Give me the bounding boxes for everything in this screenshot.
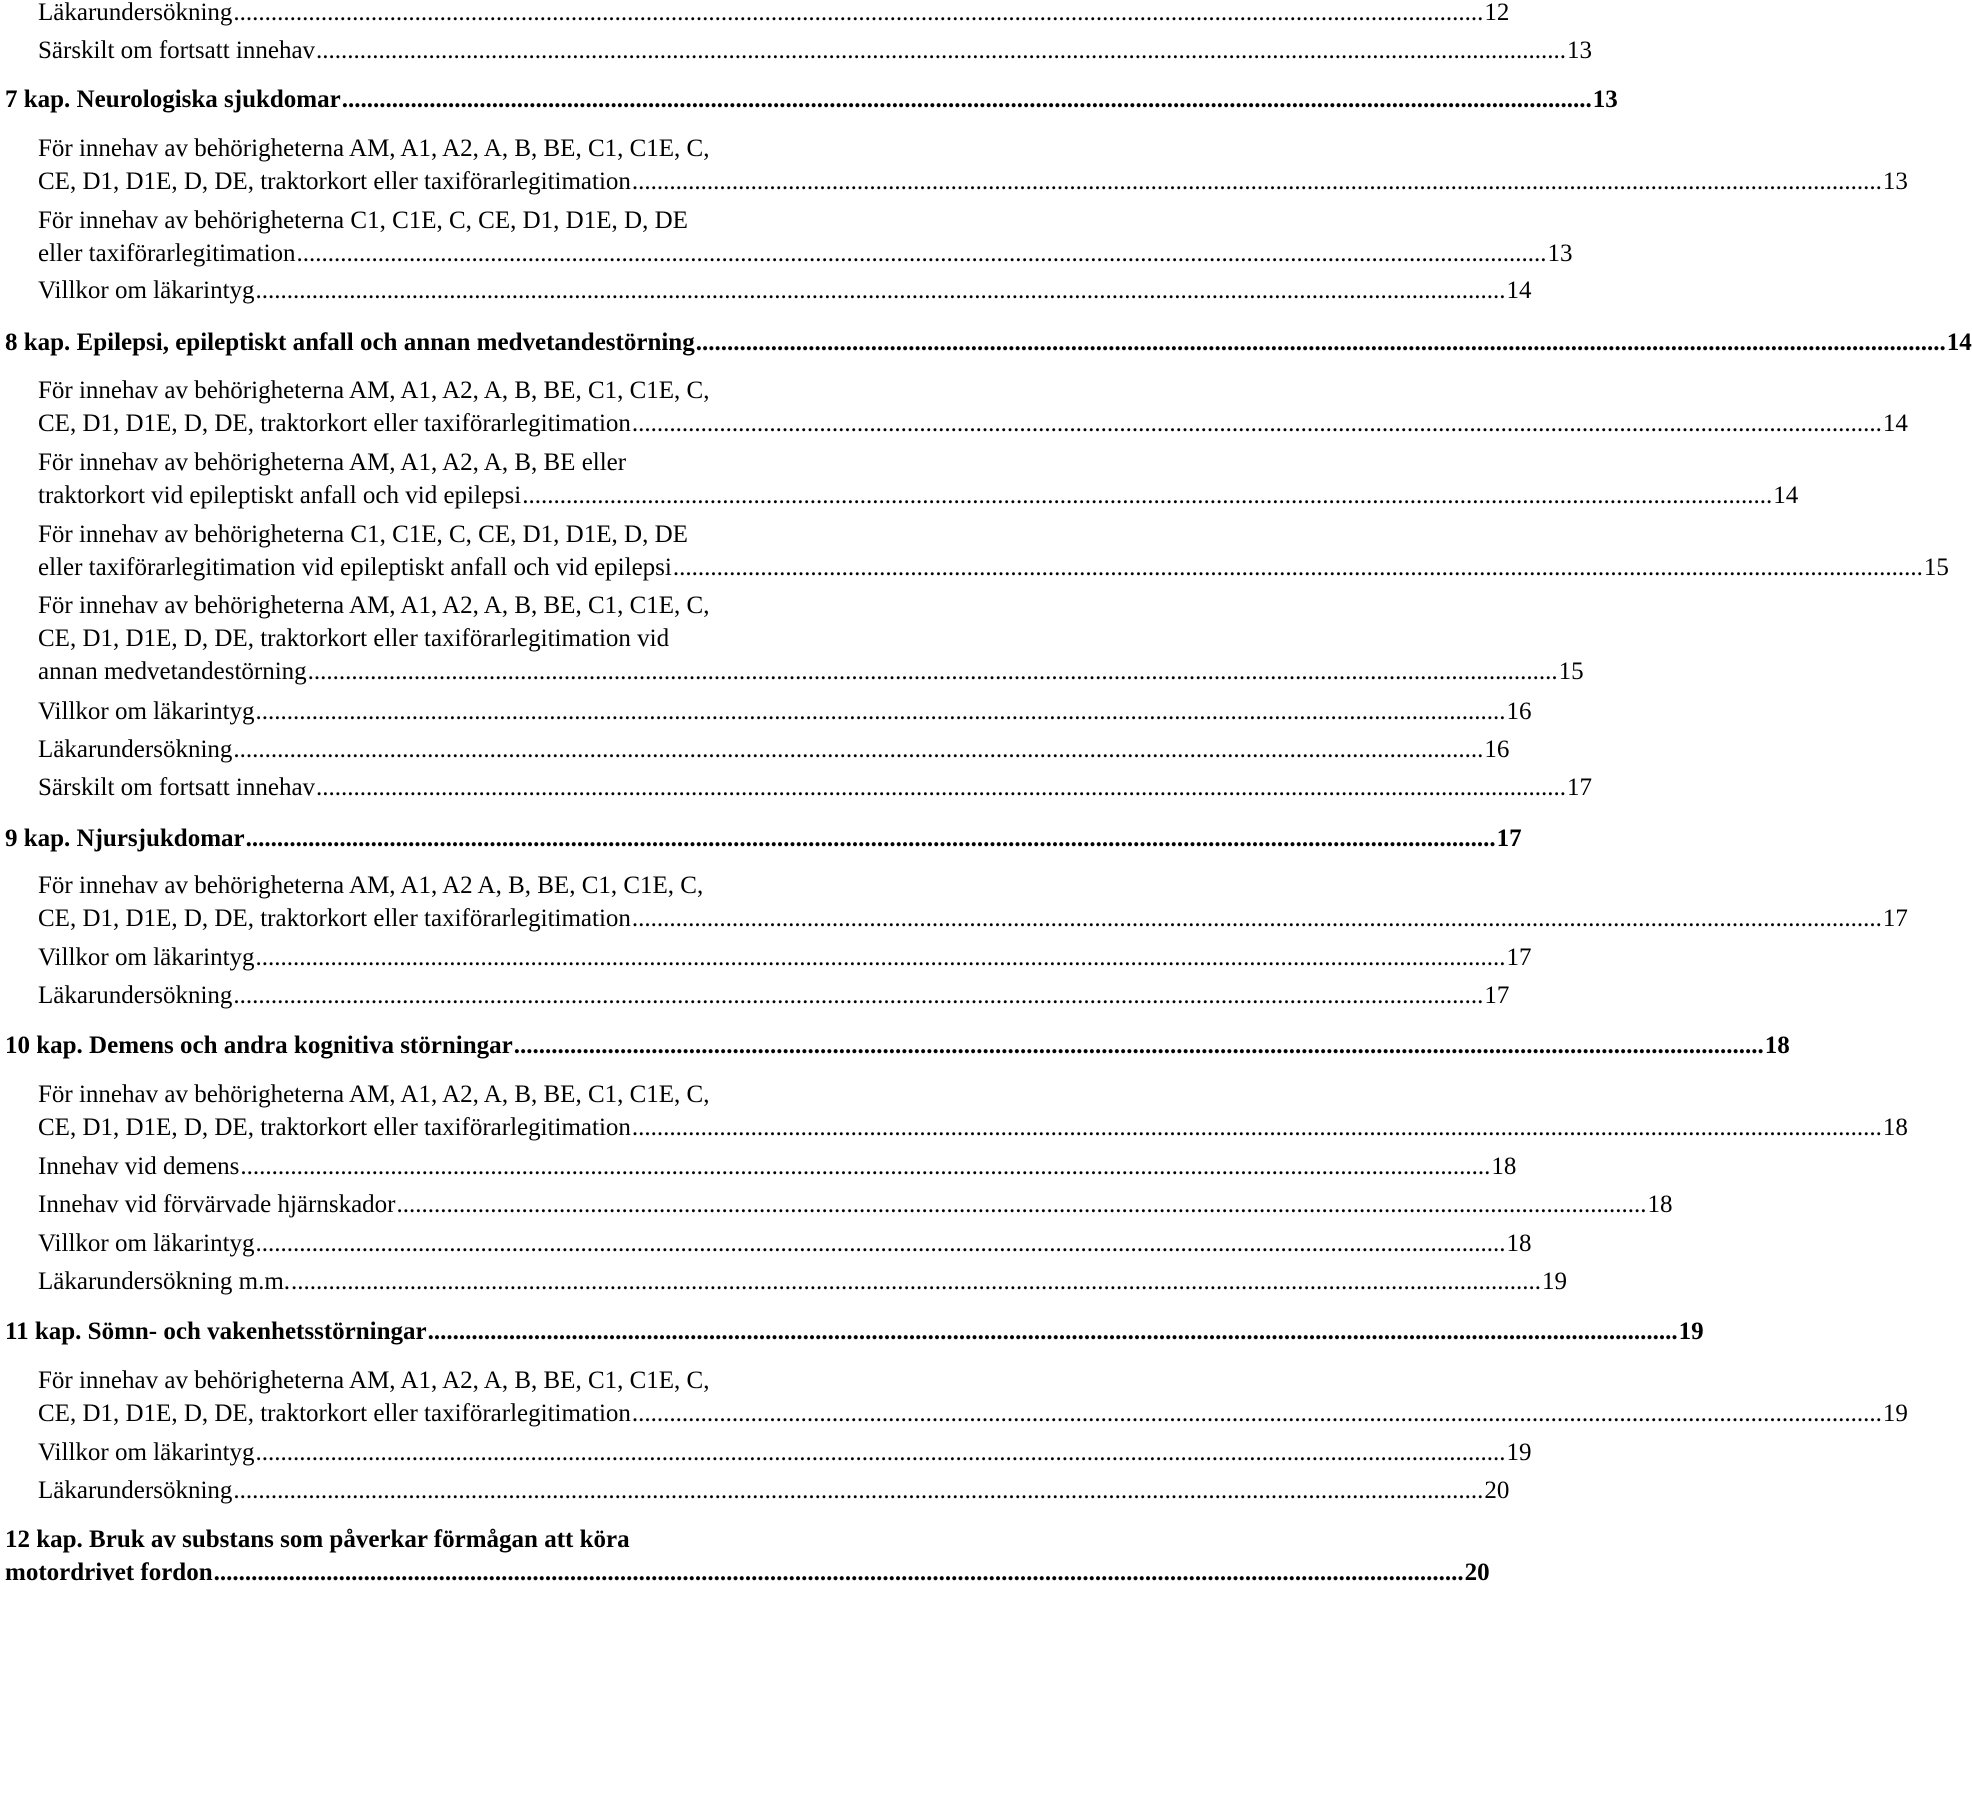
dot-leader: ........................................................................................................................................................................................................ [233,982,1484,1009]
dot-leader: ........................................................................................................................................................................................................ [233,0,1484,26]
dot-leader: ........................................................................................................................................................................................................ [213,1559,1464,1586]
dot-leader: ........................................................................................................................................................................................................ [240,1153,1491,1180]
toc-entry[interactable] [38,1078,1908,1144]
toc-page-number: 17 [1496,825,1522,852]
toc-page-number: 18 [1764,1032,1790,1059]
dot-leader: ........................................................................................................................................................................................................ [341,86,1592,113]
toc-entry-title-line: Villkor om läkarintyg [38,944,255,971]
dot-leader: ........................................................................................................................................................................................................ [522,482,1773,509]
toc-page-number: 15 [1923,554,1949,581]
toc-entry-title-line: För innehav av behörigheterna AM, A1, A2 A, B, BE, C1, C1E, C, [38,872,704,899]
dot-leader: ........................................................................................................................................................................................................ [255,944,1506,971]
dot-leader: ........................................................................................................................................................................................................ [233,1477,1484,1504]
toc-entry[interactable] [38,1227,1532,1260]
toc-entry[interactable] [38,1474,1510,1507]
toc-entry-title-line: CE, D1, D1E, D, DE, traktorkort eller taxiförarlegitimation [38,1114,631,1141]
dot-leader: ........................................................................................................................................................................................................ [427,1318,1678,1345]
toc-page-number: 14 [1946,329,1972,356]
toc-page-number: 19 [1542,1268,1568,1295]
toc-entry[interactable] [38,695,1532,728]
toc-entry-title-line: CE, D1, D1E, D, DE, traktorkort eller taxiförarlegitimation [38,410,631,437]
dot-leader: ........................................................................................................................................................................................................ [631,1114,1882,1141]
toc-entry[interactable] [38,1265,1568,1298]
toc-entry[interactable] [38,1150,1517,1183]
toc-entry-title-line: annan medvetandestörning [38,658,307,685]
dot-leader: ........................................................................................................................................................................................................ [245,825,1496,852]
dot-leader: ........................................................................................................................................................................................................ [233,736,1484,763]
toc-entry-title-line: För innehav av behörigheterna AM, A1, A2, A, B, BE, C1, C1E, C, [38,1081,710,1108]
dot-leader: ........................................................................................................................................................................................................ [255,277,1506,304]
toc-page-number: 13 [1882,168,1908,195]
toc-page-number: 19 [1506,1439,1532,1466]
toc-entry-title-line: Innehav vid demens [38,1153,240,1180]
toc-entry-title-line: För innehav av behörigheterna AM, A1, A2, A, B, BE, C1, C1E, C, [38,377,710,404]
toc-page-number: 15 [1558,658,1584,685]
toc-entry-title-line: Läkarundersökning m.m. [38,1268,291,1295]
toc-entry-title-line: traktorkort vid epileptiskt anfall och vid epilepsi [38,482,522,509]
toc-chapter-entry[interactable] [5,1029,1790,1062]
toc-page-number: 14 [1773,482,1799,509]
toc-entry[interactable] [38,274,1532,307]
toc-page-number: 17 [1882,905,1908,932]
toc-page-number: 16 [1484,736,1510,763]
dot-leader: ........................................................................................................................................................................................................ [672,554,1923,581]
toc-entry-title-line: För innehav av behörigheterna C1, C1E, C, CE, D1, D1E, D, DE [38,521,688,548]
toc-entry[interactable] [38,869,1908,935]
toc-page-number: 18 [1647,1191,1673,1218]
toc-entry[interactable] [38,733,1510,766]
toc-page-number: 13 [1592,86,1618,113]
toc-entry-title-line: För innehav av behörigheterna AM, A1, A2, A, B, BE, C1, C1E, C, [38,135,710,162]
toc-entry-title-line: För innehav av behörigheterna AM, A1, A2, A, B, BE, C1, C1E, C, [38,592,710,619]
toc-entry[interactable] [38,979,1510,1012]
toc-entry-title-line: För innehav av behörigheterna AM, A1, A2, A, B, BE, C1, C1E, C, [38,1367,710,1394]
toc-entry-title-line: 7 kap. Neurologiska sjukdomar [5,86,341,113]
dot-leader: ........................................................................................................................................................................................................ [255,698,1506,725]
dot-leader: ........................................................................................................................................................................................................ [316,774,1567,801]
toc-page-number: 20 [1464,1559,1490,1586]
toc-entry-title-line: Särskilt om fortsatt innehav [38,774,316,801]
dot-leader: ........................................................................................................................................................................................................ [631,1400,1882,1427]
toc-page-number: 20 [1484,1477,1510,1504]
toc-entry[interactable] [38,941,1532,974]
toc-page-number: 12 [1484,0,1510,26]
toc-entry-title-line: Läkarundersökning [38,0,233,26]
toc-chapter-entry[interactable] [5,1523,1490,1589]
toc-entry-title-line: Läkarundersökning [38,736,233,763]
toc-entry[interactable] [38,589,1584,688]
toc-page-number: 18 [1506,1230,1532,1257]
toc-entry-title-line: 12 kap. Bruk av substans som påverkar förmågan att köra [5,1526,630,1553]
toc-entry[interactable] [38,132,1908,198]
dot-leader: ........................................................................................................................................................................................................ [316,37,1567,64]
toc-entry-title-line: CE, D1, D1E, D, DE, traktorkort eller taxiförarlegitimation [38,905,631,932]
toc-entry-title-line: För innehav av behörigheterna AM, A1, A2, A, B, BE eller [38,449,627,476]
toc-entry-title-line: För innehav av behörigheterna C1, C1E, C, CE, D1, D1E, D, DE [38,207,688,234]
toc-entry-title-line: CE, D1, D1E, D, DE, traktorkort eller taxiförarlegitimation [38,1400,631,1427]
toc-entry-title-line: Villkor om läkarintyg [38,698,255,725]
toc-entry[interactable] [38,1188,1673,1221]
toc-entry[interactable] [38,771,1593,804]
toc-entry[interactable] [38,34,1593,67]
toc-entry[interactable] [38,204,1573,270]
toc-entry[interactable] [38,374,1908,440]
toc-chapter-entry[interactable] [5,326,1972,359]
toc-entry-title-line: Läkarundersökning [38,1477,233,1504]
toc-entry-title-line: CE, D1, D1E, D, DE, traktorkort eller taxiförarlegitimation vid [38,625,670,652]
toc-page-number: 14 [1506,277,1532,304]
dot-leader: ........................................................................................................................................................................................................ [631,410,1882,437]
toc-chapter-entry[interactable] [5,83,1618,116]
toc-entry-title-line: Läkarundersökning [38,982,233,1009]
toc-entry[interactable] [38,446,1799,512]
toc-chapter-entry[interactable] [5,822,1522,855]
toc-entry-title-line: 10 kap. Demens och andra kognitiva störningar [5,1032,513,1059]
dot-leader: ........................................................................................................................................................................................................ [296,240,1547,267]
toc-page-number: 17 [1484,982,1510,1009]
toc-entry-title-line: Villkor om läkarintyg [38,1230,255,1257]
toc-page-number: 16 [1506,698,1532,725]
toc-page-number: 19 [1882,1400,1908,1427]
toc-page-number: 17 [1506,944,1532,971]
dot-leader: ........................................................................................................................................................................................................ [513,1032,1764,1059]
dot-leader: ........................................................................................................................................................................................................ [255,1230,1506,1257]
dot-leader: ........................................................................................................................................................................................................ [396,1191,1647,1218]
toc-page-number: 14 [1882,410,1908,437]
dot-leader: ........................................................................................................................................................................................................ [291,1268,1542,1295]
toc-entry-title-line: eller taxiförarlegitimation vid epileptiskt anfall och vid epilepsi [38,554,672,581]
toc-page-number: 18 [1491,1153,1517,1180]
dot-leader: ........................................................................................................................................................................................................ [631,905,1882,932]
toc-entry-title-line: 11 kap. Sömn- och vakenhetsstörningar [5,1318,427,1345]
dot-leader: ........................................................................................................................................................................................................ [695,329,1946,356]
dot-leader: ........................................................................................................................................................................................................ [307,658,1558,685]
toc-entry-title-line: motordrivet fordon [5,1559,213,1586]
toc-entry[interactable] [38,1364,1908,1430]
toc-entry-title-line: Villkor om läkarintyg [38,1439,255,1466]
toc-entry-title-line: 9 kap. Njursjukdomar [5,825,245,852]
dot-leader: ........................................................................................................................................................................................................ [631,168,1882,195]
toc-entry-title-line: Villkor om läkarintyg [38,277,255,304]
toc-page-number: 19 [1678,1318,1704,1345]
toc-entry[interactable] [38,0,1510,29]
toc-entry[interactable] [38,518,1949,584]
toc-page-number: 13 [1567,37,1593,64]
toc-chapter-entry[interactable] [5,1315,1704,1348]
toc-entry-title-line: eller taxiförarlegitimation [38,240,296,267]
toc-page-number: 18 [1882,1114,1908,1141]
toc-page-number: 17 [1567,774,1593,801]
toc-entry-title-line: Innehav vid förvärvade hjärnskador [38,1191,396,1218]
toc-entry-title-line: 8 kap. Epilepsi, epileptiskt anfall och annan medvetandestörning [5,329,695,356]
toc-page-number: 13 [1547,240,1573,267]
dot-leader: ........................................................................................................................................................................................................ [255,1439,1506,1466]
toc-entry-title-line: Särskilt om fortsatt innehav [38,37,316,64]
toc-entry[interactable] [38,1436,1532,1469]
toc-entry-title-line: CE, D1, D1E, D, DE, traktorkort eller taxiförarlegitimation [38,168,631,195]
